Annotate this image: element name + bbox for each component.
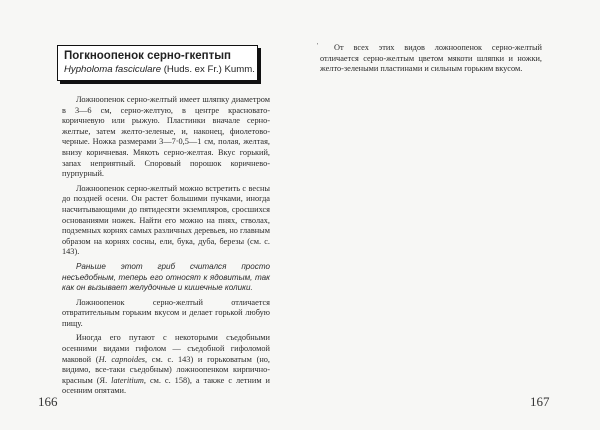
page-number-left: 166	[38, 394, 58, 409]
distinguishing-paragraph: От всех этих видов ложноопенок серно-желтый отличается серно-желтым цветом мякоти шляпки и ножки, желто-зелеными пластинами и сильным горьким вкусом.	[320, 43, 542, 74]
left-page-body	[62, 95, 270, 401]
species-latin-name	[64, 63, 255, 76]
confusion-latin-b: lateritium	[111, 375, 144, 385]
confusion-paragraph	[62, 333, 270, 397]
confusion-text-a: Иногда его путают с некоторыми съедобными осенними видами гифолом — съедобной гифоломой маковой (	[62, 333, 270, 364]
latin-binomial: Hypholoma fascicularе	[64, 64, 162, 75]
toxicity-note: Раньше этот гриб считался просто несъедобным, теперь его относят к ядовитым, так как он вызывает желудочные и кишечные колики.	[62, 261, 270, 293]
page-number-right: 167	[530, 394, 550, 409]
right-page-body	[320, 43, 542, 79]
right-page	[300, 0, 600, 430]
taste-paragraph: Ложноопенок серно-желтый отличается отвратительным горьким вкусом и делает горькой любую пищу.	[62, 297, 270, 328]
confusion-text-c: , см. с. 158), а также с летним и осенним опятами.	[62, 375, 270, 396]
confusion-text-b: , см. с. 143) и горьковатым (но, видимо, все-таки съедобным) ложноопенком кирпично-красным (Я.	[62, 354, 271, 385]
habitat-paragraph: Ложноопенок серно-желтый можно встретить с весны до поздней осени. Он растет большими пучками, иногда насчитывающими до пятидесяти экземпляров, сросшихся основаниями ножек. Найти его можно на пнях, стволах, подземных корнях самых различных деревьев, но главным образом на корнях сосны, ели, бука, дуба, березы (см. с. 143).	[62, 183, 270, 257]
description-paragraph: Ложноопенок серно-желтый имеет шляпку диаметром в 3—6 см, серно-желтую, в центре красновато-коричневую или рыжую. Пластинки вначале серно-желтые, затем желто-зеленые, и, наконец, фиолетово-черные. Ножка размерами 3—7·0,5—1 см, полая, желтая, внизу коричневая. Мякоть серно-желтая. Вкус горький, запах неприятный. Споровый порошок коричнево-пурпурный.	[62, 95, 270, 179]
species-title-box	[57, 45, 258, 81]
confusion-latin-a: Н. capnoides	[98, 354, 146, 364]
species-title: Погкноопенок серно-гкептып	[64, 50, 231, 62]
margin-mark: '	[317, 42, 319, 50]
latin-authority: (Huds. ex Fr.) Kumm.	[163, 64, 255, 75]
